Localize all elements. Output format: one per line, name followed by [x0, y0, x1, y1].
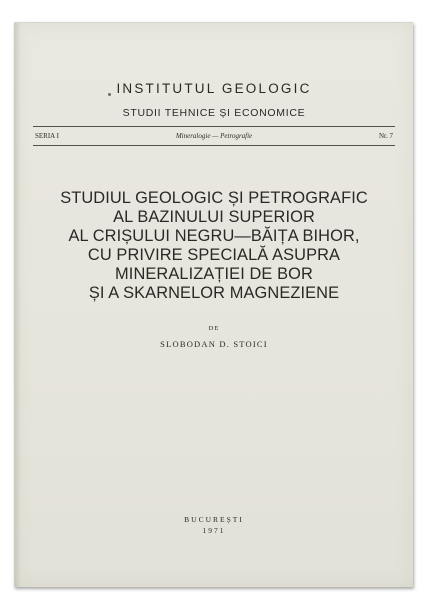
- title-line: STUDIUL GEOLOGIC ȘI PETROGRAFIC: [60, 189, 368, 207]
- publication-place: BUCUREȘTI: [184, 515, 244, 524]
- title-line: MINERALIZAȚIEI DE BOR: [115, 265, 313, 283]
- book-cover: [14, 22, 413, 587]
- title-line: CU PRIVIRE SPECIALĂ ASUPRA: [87, 246, 341, 264]
- book-title: [35, 189, 393, 303]
- by-label: DE: [208, 325, 220, 332]
- publication-year: 1971: [202, 526, 226, 535]
- title-line: AL BAZINULUI SUPERIOR: [113, 208, 315, 226]
- series-meta-row: [35, 132, 393, 142]
- header-rule-top: [33, 126, 395, 127]
- header-rule-bottom: [33, 145, 395, 146]
- institute-name: INSTITUTUL GEOLOGIC: [116, 81, 312, 96]
- title-line: ȘI A SKARNELOR MAGNEZIENE: [88, 284, 340, 302]
- author-name: SLOBODAN D. STOICI: [160, 339, 268, 349]
- series-label: STUDII TEHNICE ȘI ECONOMICE: [122, 107, 306, 119]
- issue-number: Nr. 7: [379, 132, 393, 140]
- subject-label: Mineralogie — Petrografie: [175, 132, 253, 140]
- series-number: SERIA I: [35, 132, 59, 140]
- title-line: AL CRIȘULUI NEGRU—BĂIȚA BIHOR,: [68, 227, 360, 245]
